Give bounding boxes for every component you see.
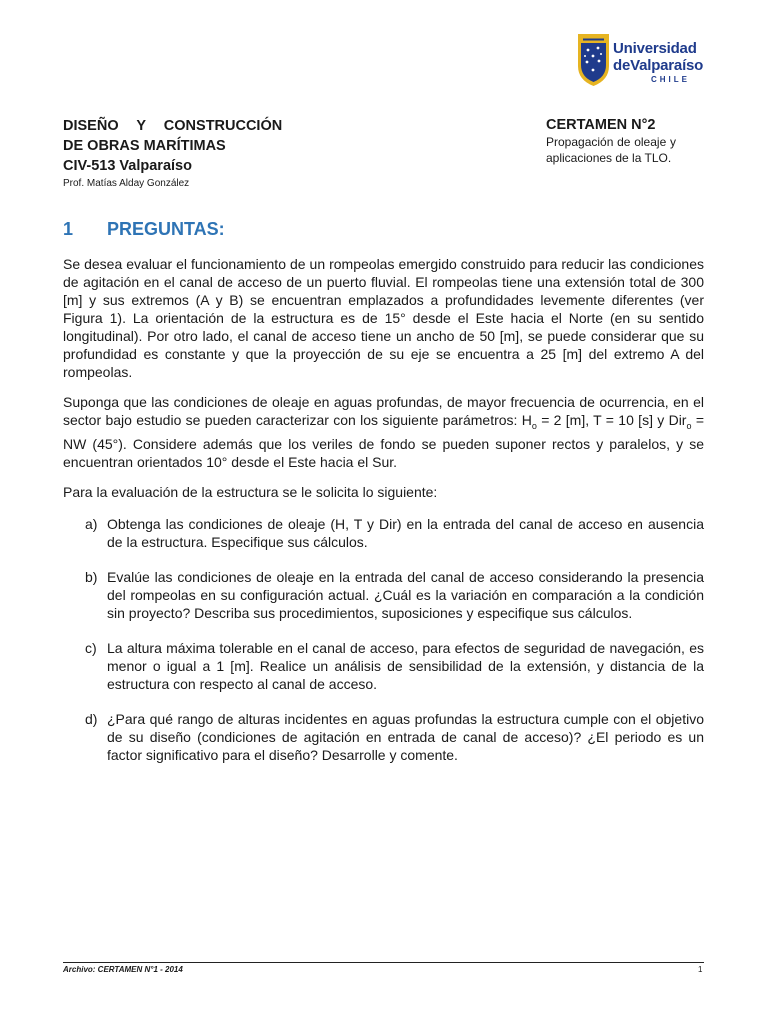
logo-wordmark [613,40,703,86]
document-body [63,255,704,781]
list-item [63,568,704,622]
exam-subtitle: Propagación de oleaje y aplicaciones de la TLO. [546,135,676,165]
course-title-line-1: DISEÑO Y CONSTRUCCIÓN [63,118,283,134]
exam-title: CERTAMEN N°2 [546,117,656,133]
logo-line-3: CHILE [651,75,690,84]
paragraph-3: Para la evaluación de la estructura se le solicita lo siguiente: [63,483,438,500]
section-title: PREGUNTAS: [107,219,225,239]
paragraph-2-part-a: Suponga que las condiciones de oleaje en aguas profundas, de mayor frecuencia de ocurrencia, en el sector bajo estudio se pueden caracterizar con los siguiente parámetros: H [63,394,704,428]
logo-line-1: Universidad [613,40,697,57]
paragraph-2-part-b: = 2 [m], T = 10 [s] y Dir [536,412,687,428]
section-heading [63,219,225,240]
list-item [63,639,704,693]
exam-header [546,116,676,166]
list-item-text: Obtenga las condiciones de oleaje (H, T y Dir) en la entrada del canal de acceso en ausencia de la estructura. Especifique sus cálculos. [107,515,704,550]
list-item-text: La altura máxima tolerable en el canal de acceso, para efectos de seguridad de navegación, es menor o igual a 1 [m]. Realice un análisis de sensibilidad de la extensión, y distancia de la estructura con respecto al canal de acceso. [107,639,704,692]
logo-line-2: deValparaíso [613,57,704,74]
paragraph-2 [63,393,704,471]
course-code: CIV-513 Valparaíso [63,158,192,174]
list-item-label: b) [85,568,98,585]
course-title-line-2: DE OBRAS MARÍTIMAS [63,138,226,154]
subscript-o-2: o [686,420,692,431]
section-number: 1 [63,219,74,239]
footer-page-number: 1 [698,965,703,974]
list-item-label: a) [85,515,98,532]
footer-file-name: Archivo: CERTAMEN N°1 - 2014 [63,965,183,974]
paragraph-2-part-c: = NW (45°). Considere además que los veriles de fondo se pueden suponer rectos y paralelos, y se encuentran orientados 10° desde el Este hacia el Sur. [63,412,704,470]
footer-divider [63,962,704,963]
list-item-text: Evalúe las condiciones de oleaje en la entrada del canal de acceso considerando la presencia del rompeolas en su configuración actual. ¿Cuál es la variación en comparación a la condición sin proyecto? Describa sus procedimientos, suposiciones y especifique sus cálculos. [107,568,704,621]
course-header [63,116,282,176]
list-item-label: d) [85,710,98,727]
subscript-o-1: o [531,420,537,431]
professor-name: Prof. Matías Alday González [63,178,190,189]
list-item-label: c) [85,639,97,656]
list-item-text: ¿Para qué rango de alturas incidentes en aguas profundas la estructura cumple con el objetivo de su diseño (condiciones de agitación en entrada de canal de acceso)? ¿El periodo es un factor significativo para el diseño? Desarrolle y comente. [107,710,704,763]
paragraph-1: Se desea evaluar el funcionamiento de un rompeolas emergido construido para reducir las condiciones de agitación en el canal de acceso de un puerto fluvial. El rompeolas tiene una extensión total de 300 [m] y sus extremos (A y B) se encuentran emplazados a profundidades levemente diferentes (ver Figura 1). La orientación de la estructura es de 15° desde el Este hacia el Norte (en su sentido longitudinal). Por otro lado, el canal de acceso tiene un ancho de 50 [m], se puede considerar que su profundidad es constante y que la proyección de su eje se encuentra a 25 [m] del extremo A del rompeolas. [63,256,704,380]
list-item [63,515,704,551]
list-item [63,710,704,764]
